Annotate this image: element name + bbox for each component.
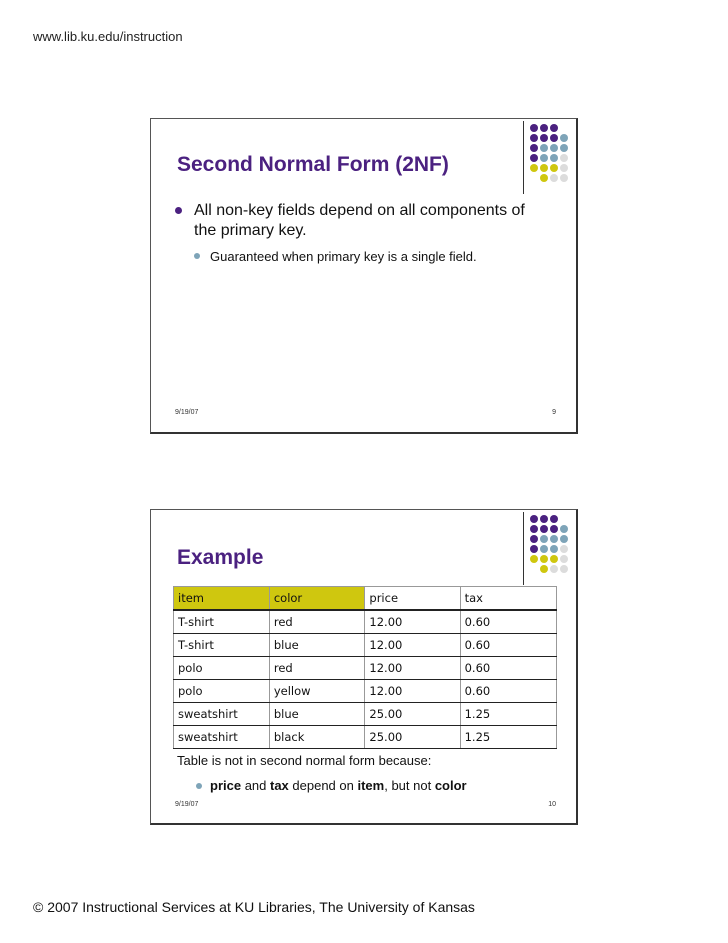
bullet-text: All non-key fields depend on all components of the primary key. xyxy=(194,202,525,239)
decorative-dot xyxy=(550,134,558,142)
table-cell: sweatshirt xyxy=(174,703,270,726)
decorative-dot xyxy=(540,515,548,523)
table-header-cell: tax xyxy=(460,587,556,611)
table-row xyxy=(174,680,557,703)
term-color: color xyxy=(434,778,467,793)
connector-text: , but not xyxy=(384,778,435,793)
sub-bullet-text xyxy=(210,778,467,793)
table-cell: 12.00 xyxy=(365,657,460,680)
decorative-dot xyxy=(550,124,558,132)
decorative-dot xyxy=(530,545,538,553)
slide-title: Second Normal Form (2NF) xyxy=(177,153,449,176)
decorative-dot xyxy=(560,525,568,533)
decorative-dot xyxy=(560,545,568,553)
decorative-dot xyxy=(530,144,538,152)
decorative-dot xyxy=(530,555,538,563)
table-cell: yellow xyxy=(269,680,365,703)
slide-example xyxy=(150,509,578,825)
table-cell: 1.25 xyxy=(460,726,556,749)
slide-second-normal-form xyxy=(150,118,578,434)
table-cell: 25.00 xyxy=(365,726,460,749)
term-item: item xyxy=(357,778,385,793)
decorative-dot xyxy=(540,555,548,563)
decorative-dot xyxy=(530,164,538,172)
slide-divider-line xyxy=(523,512,524,585)
sub-bullet-point xyxy=(194,249,477,264)
table-cell: sweatshirt xyxy=(174,726,270,749)
table-cell: 0.60 xyxy=(460,657,556,680)
decorative-dot xyxy=(540,124,548,132)
decorative-dot xyxy=(550,565,558,573)
bullet-icon xyxy=(194,253,200,259)
decorative-dot xyxy=(560,555,568,563)
table-cell: 12.00 xyxy=(365,610,460,634)
decorative-dot-grid-icon xyxy=(530,515,580,581)
table-cell: 0.60 xyxy=(460,610,556,634)
table-cell: red xyxy=(269,610,365,634)
decorative-dot xyxy=(550,555,558,563)
table-cell: blue xyxy=(269,634,365,657)
table-cell: 25.00 xyxy=(365,703,460,726)
decorative-dot xyxy=(530,535,538,543)
connector-text: and xyxy=(241,778,270,793)
decorative-dot xyxy=(550,154,558,162)
table-row xyxy=(174,610,557,634)
decorative-dot xyxy=(530,124,538,132)
decorative-dot xyxy=(560,134,568,142)
slide-date: 9/19/07 xyxy=(175,801,199,808)
table-header-cell: price xyxy=(365,587,460,611)
table-cell: 1.25 xyxy=(460,703,556,726)
term-price: price xyxy=(210,778,242,793)
table-cell: 0.60 xyxy=(460,680,556,703)
slide-number: 10 xyxy=(548,801,556,808)
decorative-dot xyxy=(550,515,558,523)
decorative-dot xyxy=(560,174,568,182)
sub-bullet-text: Guaranteed when primary key is a single field. xyxy=(210,249,477,264)
table-cell: red xyxy=(269,657,365,680)
decorative-dot xyxy=(540,144,548,152)
table-header-cell: item xyxy=(174,587,270,611)
decorative-dot xyxy=(550,535,558,543)
table-cell: polo xyxy=(174,657,270,680)
page-url: www.lib.ku.edu/instruction xyxy=(33,29,183,44)
decorative-dot-grid-icon xyxy=(530,124,580,190)
slide-divider-line xyxy=(523,121,524,194)
table-cell: 12.00 xyxy=(365,680,460,703)
decorative-dot xyxy=(550,164,558,172)
decorative-dot xyxy=(540,164,548,172)
decorative-dot xyxy=(550,545,558,553)
table-row xyxy=(174,726,557,749)
example-table xyxy=(173,586,557,749)
decorative-dot xyxy=(550,174,558,182)
table-row xyxy=(174,657,557,680)
table-cell: T-shirt xyxy=(174,610,270,634)
bullet-icon xyxy=(175,207,182,214)
table-cell: 0.60 xyxy=(460,634,556,657)
slide-title: Example xyxy=(177,546,264,569)
decorative-dot xyxy=(540,174,548,182)
decorative-dot xyxy=(560,144,568,152)
decorative-dot xyxy=(560,154,568,162)
sub-bullet-point xyxy=(196,778,467,793)
slide-date: 9/19/07 xyxy=(175,409,199,416)
table-cell: black xyxy=(269,726,365,749)
decorative-dot xyxy=(530,134,538,142)
explanation-text: Table is not in second normal form because: xyxy=(177,753,432,768)
decorative-dot xyxy=(540,154,548,162)
slide-number: 9 xyxy=(552,409,556,416)
decorative-dot xyxy=(530,515,538,523)
decorative-dot xyxy=(540,525,548,533)
bullet-icon xyxy=(196,783,202,789)
decorative-dot xyxy=(560,565,568,573)
table-header-row xyxy=(174,587,557,611)
decorative-dot xyxy=(540,545,548,553)
table-cell: blue xyxy=(269,703,365,726)
term-tax: tax xyxy=(270,778,289,793)
decorative-dot xyxy=(560,535,568,543)
decorative-dot xyxy=(540,565,548,573)
decorative-dot xyxy=(540,535,548,543)
decorative-dot xyxy=(540,134,548,142)
table-row xyxy=(174,703,557,726)
bullet-point xyxy=(175,201,535,241)
table-cell: 12.00 xyxy=(365,634,460,657)
connector-text: depend on xyxy=(288,778,358,793)
table-row xyxy=(174,634,557,657)
decorative-dot xyxy=(530,525,538,533)
decorative-dot xyxy=(550,525,558,533)
decorative-dot xyxy=(530,154,538,162)
table-cell: T-shirt xyxy=(174,634,270,657)
table-cell: polo xyxy=(174,680,270,703)
table-header-cell: color xyxy=(269,587,365,611)
decorative-dot xyxy=(550,144,558,152)
page-footer: © 2007 Instructional Services at KU Libraries, The University of Kansas xyxy=(33,899,475,915)
decorative-dot xyxy=(560,164,568,172)
